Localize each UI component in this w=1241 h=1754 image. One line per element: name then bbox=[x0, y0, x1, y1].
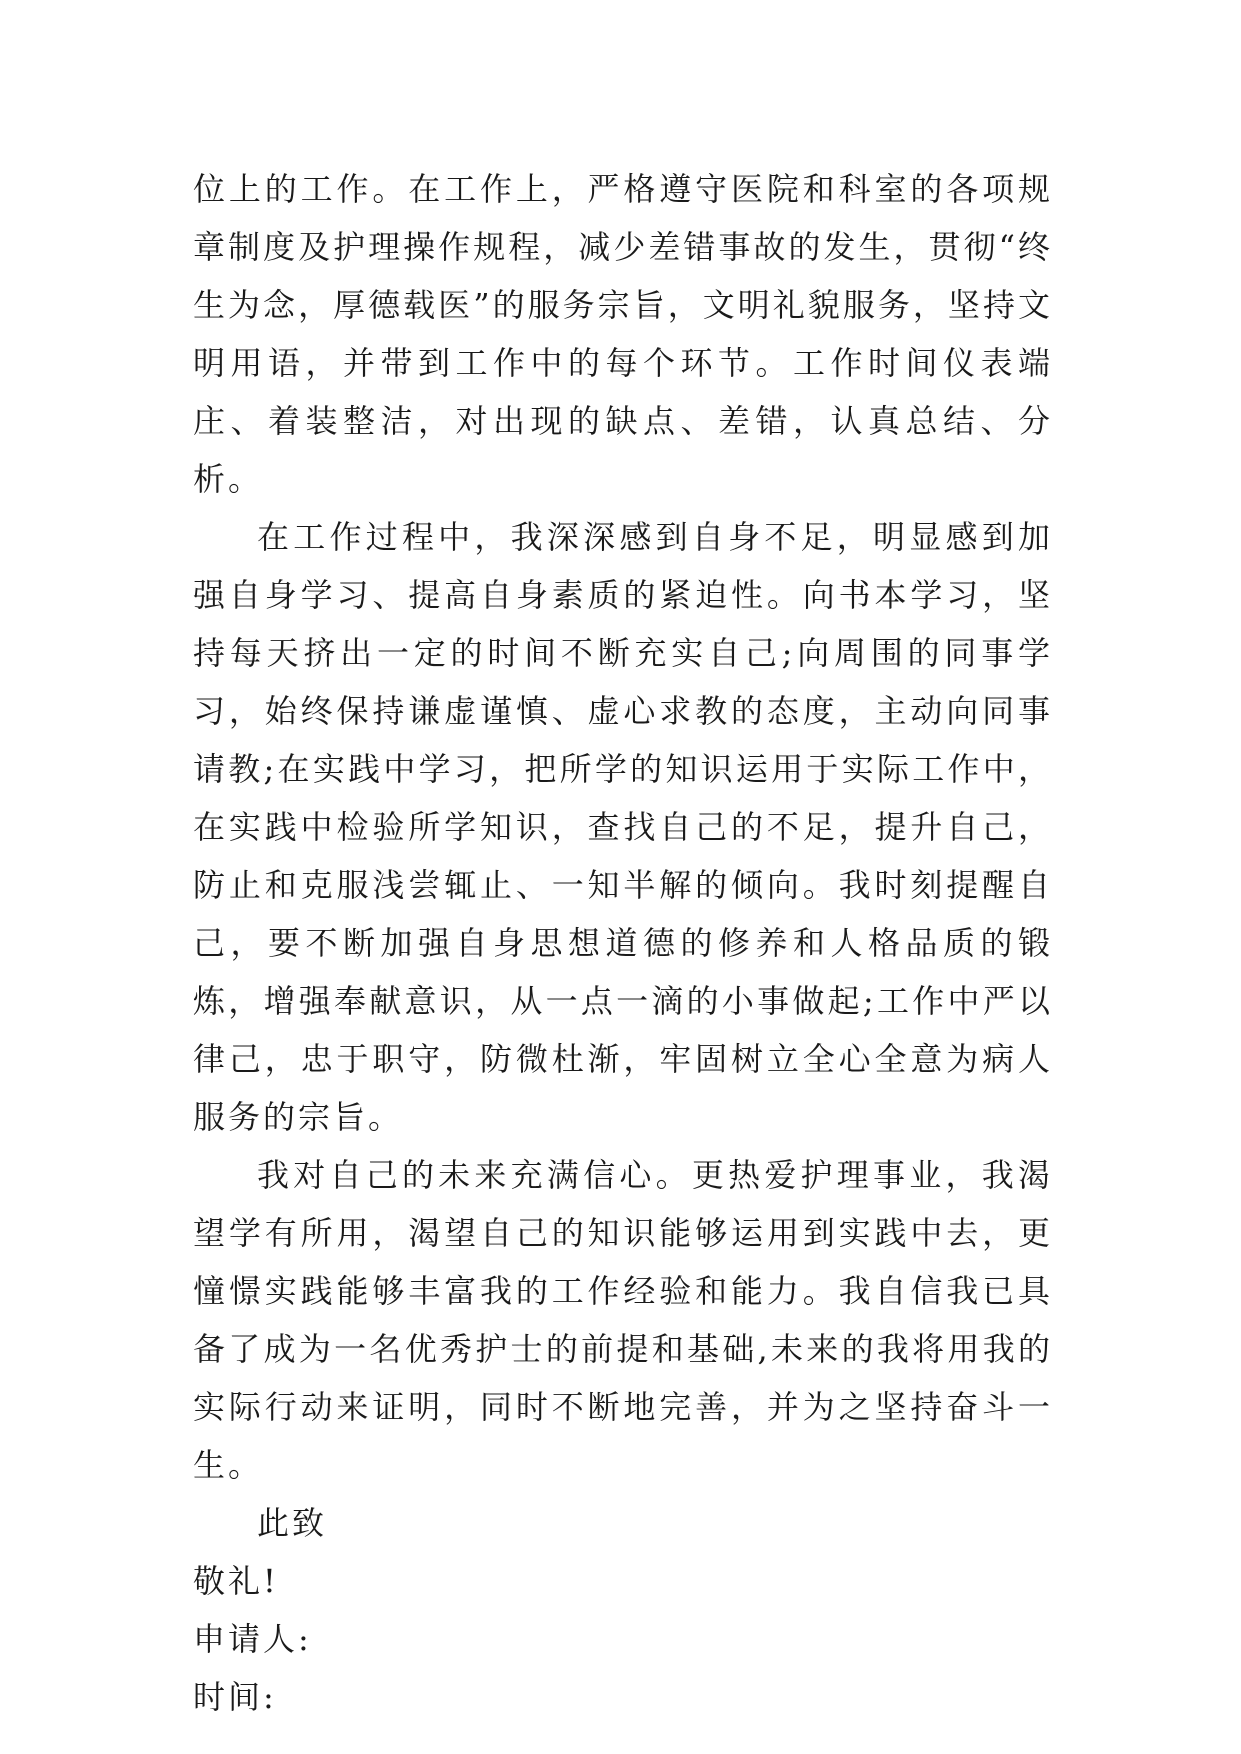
closing-salutation-jing-li: 敬礼! bbox=[193, 1562, 279, 1600]
paragraph-future-confidence: 我对自己的未来充满信心。更热爱护理事业，我渴望学有所用，渴望自己的知识能够运用到实践中去，更憧憬实践能够丰富我的工作经验和能力。我自信我已具备了成为一名优秀护士的前提和基础,未来的我将用我的实际行动来证明，同时不断地完善，并为之坚持奋斗一生。 bbox=[193, 1156, 1053, 1484]
applicant-label: 申请人: bbox=[193, 1620, 312, 1658]
closing-salutation-ci-zhi: 此致 bbox=[257, 1504, 328, 1542]
paragraph-self-improvement: 在工作过程中，我深深感到自身不足，明显感到加强自身学习、提高自身素质的紧迫性。向书本学习，坚持每天挤出一定的时间不断充实自己;向周围的同事学习，始终保持谦虚谨慎、虚心求教的态度，主动向同事请教;在实践中学习，把所学的知识运用于实际工作中，在实践中检验所学知识，查找自己的不足，提升自己，防止和克服浅尝辄止、一知半解的倾向。我时刻提醒自己，要不断加强自身思想道德的修养和人格品质的锻炼，增强奉献意识，从一点一滴的小事做起;工作中严以律己，忠于职守，防微杜渐，牢固树立全心全意为病人服务的宗旨。 bbox=[193, 518, 1053, 1136]
letter-body bbox=[193, 160, 1053, 1726]
paragraph-work-conduct: 位上的工作。在工作上，严格遵守医院和科室的各项规章制度及护理操作规程，减少差错事故的发生，贯彻“终生为念，厚德载医”的服务宗旨，文明礼貌服务，坚持文明用语，并带到工作中的每个环节。工作时间仪表端庄、着装整洁，对出现的缺点、差错，认真总结、分析。 bbox=[193, 170, 1053, 498]
date-label: 时间: bbox=[193, 1678, 277, 1716]
